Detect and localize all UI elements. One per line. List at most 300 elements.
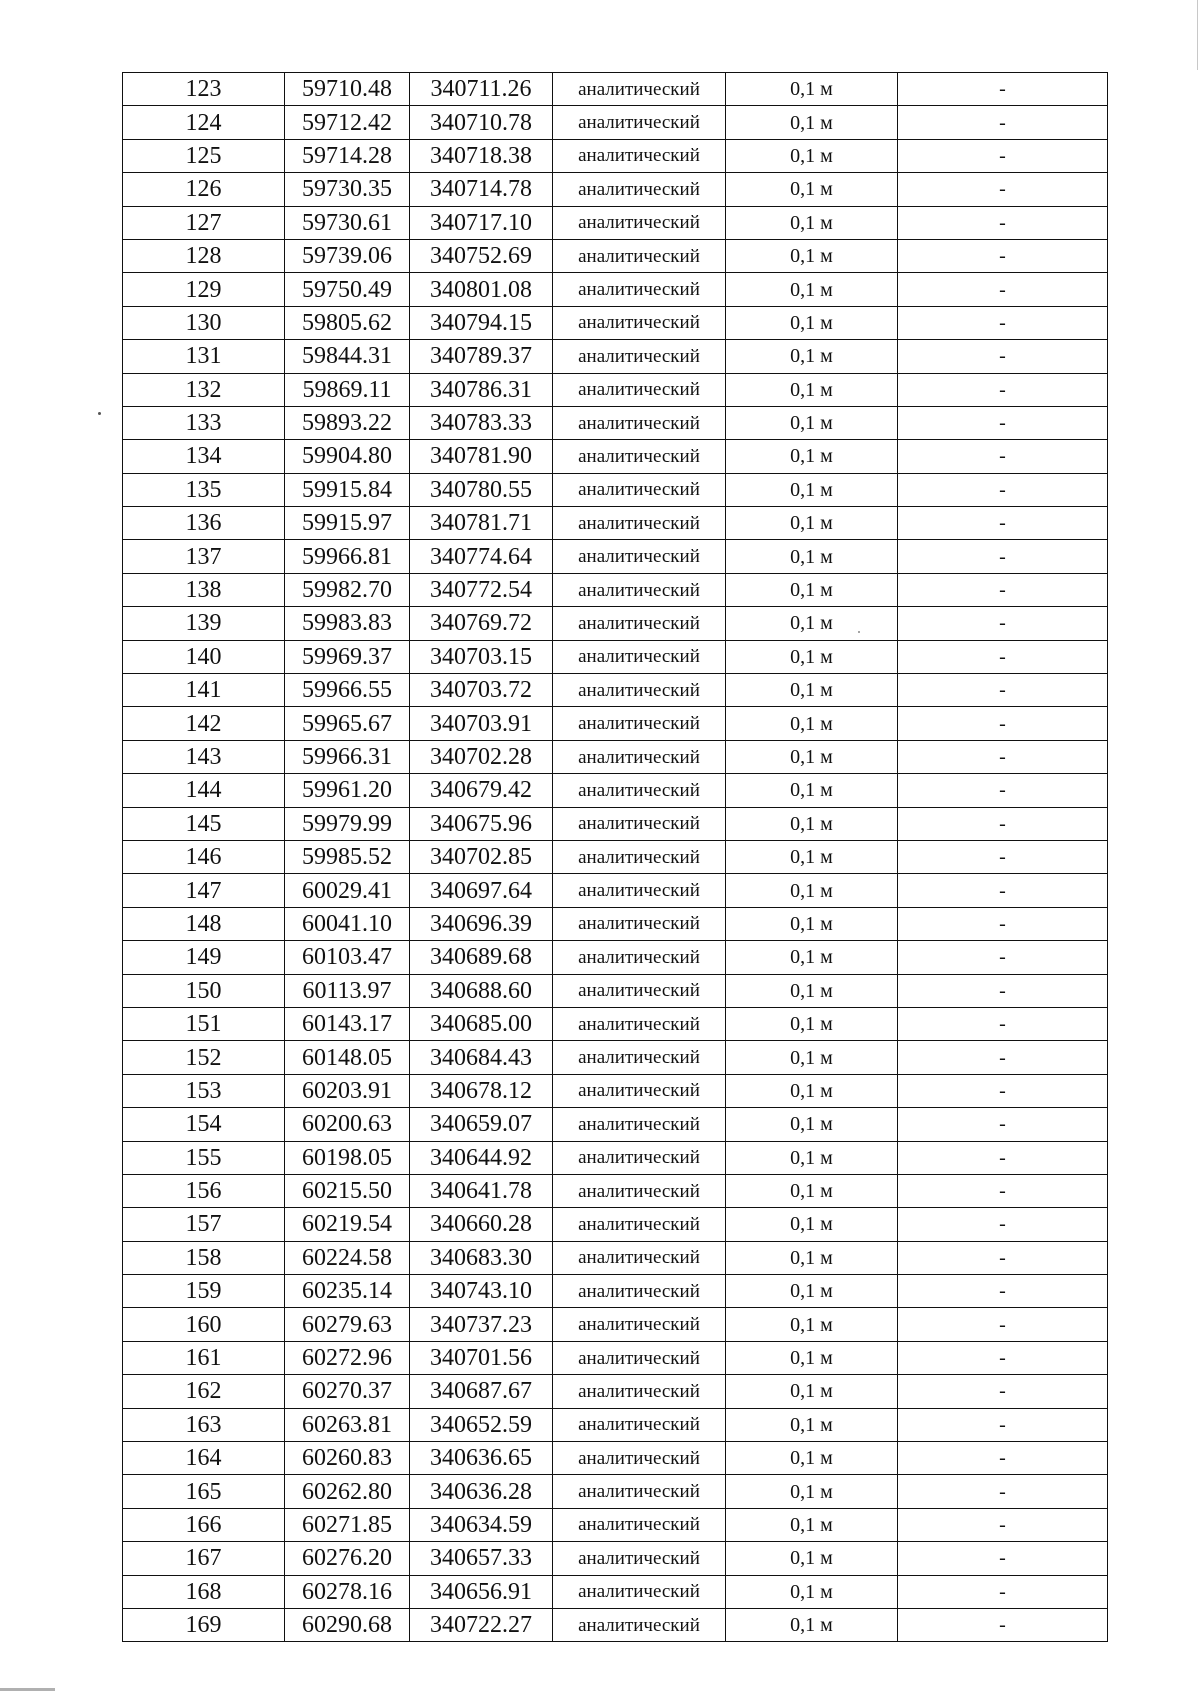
method-cell: аналитический (553, 607, 726, 640)
accuracy-cell: 0,1 м (726, 173, 898, 206)
note-cell: - (898, 573, 1108, 606)
accuracy-cell: 0,1 м (726, 1241, 898, 1274)
note-cell: - (898, 306, 1108, 339)
accuracy-cell: 0,1 м (726, 707, 898, 740)
accuracy-cell: 0,1 м (726, 573, 898, 606)
accuracy-cell: 0,1 м (726, 73, 898, 106)
point-number-cell: 154 (123, 1108, 285, 1141)
y-coordinate-cell: 340737.23 (410, 1308, 553, 1341)
table-row (123, 306, 1108, 339)
x-coordinate-cell: 59730.61 (285, 206, 410, 239)
x-coordinate-cell: 59966.81 (285, 540, 410, 573)
note-cell: - (898, 206, 1108, 239)
x-coordinate-cell: 60029.41 (285, 874, 410, 907)
table-row (123, 1275, 1108, 1308)
accuracy-cell: 0,1 м (726, 1141, 898, 1174)
accuracy-cell: 0,1 м (726, 1475, 898, 1508)
y-coordinate-cell: 340684.43 (410, 1041, 553, 1074)
table-row (123, 1208, 1108, 1241)
x-coordinate-cell: 59710.48 (285, 73, 410, 106)
method-cell: аналитический (553, 1308, 726, 1341)
point-number-cell: 159 (123, 1275, 285, 1308)
method-cell: аналитический (553, 1007, 726, 1040)
point-number-cell: 148 (123, 907, 285, 940)
y-coordinate-cell: 340660.28 (410, 1208, 553, 1241)
point-number-cell: 136 (123, 507, 285, 540)
method-cell: аналитический (553, 373, 726, 406)
method-cell: аналитический (553, 907, 726, 940)
x-coordinate-cell: 59985.52 (285, 840, 410, 873)
table-row (123, 73, 1108, 106)
point-number-cell: 152 (123, 1041, 285, 1074)
accuracy-cell: 0,1 м (726, 1408, 898, 1441)
method-cell: аналитический (553, 1108, 726, 1141)
note-cell: - (898, 1542, 1108, 1575)
point-number-cell: 129 (123, 273, 285, 306)
accuracy-cell: 0,1 м (726, 674, 898, 707)
accuracy-cell: 0,1 м (726, 340, 898, 373)
y-coordinate-cell: 340794.15 (410, 306, 553, 339)
x-coordinate-cell: 60103.47 (285, 941, 410, 974)
point-number-cell: 156 (123, 1174, 285, 1207)
method-cell: аналитический (553, 306, 726, 339)
method-cell: аналитический (553, 1442, 726, 1475)
point-number-cell: 161 (123, 1341, 285, 1374)
accuracy-cell: 0,1 м (726, 774, 898, 807)
x-coordinate-cell: 60270.37 (285, 1375, 410, 1408)
point-number-cell: 157 (123, 1208, 285, 1241)
accuracy-cell: 0,1 м (726, 106, 898, 139)
table-row (123, 540, 1108, 573)
note-cell: - (898, 1408, 1108, 1441)
accuracy-cell: 0,1 м (726, 507, 898, 540)
x-coordinate-cell: 60224.58 (285, 1241, 410, 1274)
method-cell: аналитический (553, 73, 726, 106)
x-coordinate-cell: 59893.22 (285, 406, 410, 439)
point-number-cell: 147 (123, 874, 285, 907)
x-coordinate-cell: 59714.28 (285, 139, 410, 172)
note-cell: - (898, 1508, 1108, 1541)
y-coordinate-cell: 340652.59 (410, 1408, 553, 1441)
method-cell: аналитический (553, 1275, 726, 1308)
table-row (123, 707, 1108, 740)
y-coordinate-cell: 340714.78 (410, 173, 553, 206)
accuracy-cell: 0,1 м (726, 740, 898, 773)
x-coordinate-cell: 60263.81 (285, 1408, 410, 1441)
table-row (123, 1508, 1108, 1541)
table-row (123, 473, 1108, 506)
method-cell: аналитический (553, 707, 726, 740)
x-coordinate-cell: 59869.11 (285, 373, 410, 406)
point-number-cell: 138 (123, 573, 285, 606)
accuracy-cell: 0,1 м (726, 941, 898, 974)
x-coordinate-cell: 60278.16 (285, 1575, 410, 1608)
point-number-cell: 164 (123, 1442, 285, 1475)
y-coordinate-cell: 340722.27 (410, 1608, 553, 1641)
y-coordinate-cell: 340702.28 (410, 740, 553, 773)
y-coordinate-cell: 340703.91 (410, 707, 553, 740)
accuracy-cell: 0,1 м (726, 1508, 898, 1541)
coordinates-table-body (123, 73, 1108, 1642)
x-coordinate-cell: 60041.10 (285, 907, 410, 940)
method-cell: аналитический (553, 1341, 726, 1374)
table-row (123, 1375, 1108, 1408)
y-coordinate-cell: 340752.69 (410, 239, 553, 272)
note-cell: - (898, 607, 1108, 640)
point-number-cell: 137 (123, 540, 285, 573)
table-row (123, 1475, 1108, 1508)
y-coordinate-cell: 340780.55 (410, 473, 553, 506)
note-cell: - (898, 1608, 1108, 1641)
point-number-cell: 143 (123, 740, 285, 773)
x-coordinate-cell: 60262.80 (285, 1475, 410, 1508)
note-cell: - (898, 1041, 1108, 1074)
x-coordinate-cell: 59739.06 (285, 239, 410, 272)
note-cell: - (898, 740, 1108, 773)
note-cell: - (898, 774, 1108, 807)
accuracy-cell: 0,1 м (726, 1208, 898, 1241)
x-coordinate-cell: 59982.70 (285, 573, 410, 606)
method-cell: аналитический (553, 640, 726, 673)
x-coordinate-cell: 60271.85 (285, 1508, 410, 1541)
table-row (123, 273, 1108, 306)
note-cell: - (898, 340, 1108, 373)
method-cell: аналитический (553, 840, 726, 873)
point-number-cell: 132 (123, 373, 285, 406)
x-coordinate-cell: 59969.37 (285, 640, 410, 673)
note-cell: - (898, 1007, 1108, 1040)
y-coordinate-cell: 340696.39 (410, 907, 553, 940)
note-cell: - (898, 1141, 1108, 1174)
accuracy-cell: 0,1 м (726, 1375, 898, 1408)
table-row (123, 173, 1108, 206)
accuracy-cell: 0,1 м (726, 840, 898, 873)
method-cell: аналитический (553, 1375, 726, 1408)
point-number-cell: 144 (123, 774, 285, 807)
y-coordinate-cell: 340781.71 (410, 507, 553, 540)
note-cell: - (898, 874, 1108, 907)
y-coordinate-cell: 340781.90 (410, 440, 553, 473)
y-coordinate-cell: 340772.54 (410, 573, 553, 606)
y-coordinate-cell: 340789.37 (410, 340, 553, 373)
point-number-cell: 155 (123, 1141, 285, 1174)
x-coordinate-cell: 59904.80 (285, 440, 410, 473)
y-coordinate-cell: 340688.60 (410, 974, 553, 1007)
method-cell: аналитический (553, 1575, 726, 1608)
method-cell: аналитический (553, 1508, 726, 1541)
table-row (123, 239, 1108, 272)
y-coordinate-cell: 340702.85 (410, 840, 553, 873)
scan-bottom-mark (0, 1688, 55, 1691)
method-cell: аналитический (553, 340, 726, 373)
method-cell: аналитический (553, 106, 726, 139)
table-row (123, 607, 1108, 640)
table-row (123, 1575, 1108, 1608)
x-coordinate-cell: 60272.96 (285, 1341, 410, 1374)
note-cell: - (898, 1108, 1108, 1141)
table-row (123, 139, 1108, 172)
method-cell: аналитический (553, 139, 726, 172)
method-cell: аналитический (553, 674, 726, 707)
x-coordinate-cell: 60198.05 (285, 1141, 410, 1174)
method-cell: аналитический (553, 740, 726, 773)
method-cell: аналитический (553, 1408, 726, 1441)
point-number-cell: 135 (123, 473, 285, 506)
note-cell: - (898, 1275, 1108, 1308)
note-cell: - (898, 1208, 1108, 1241)
point-number-cell: 139 (123, 607, 285, 640)
x-coordinate-cell: 60148.05 (285, 1041, 410, 1074)
note-cell: - (898, 1375, 1108, 1408)
y-coordinate-cell: 340644.92 (410, 1141, 553, 1174)
point-number-cell: 169 (123, 1608, 285, 1641)
accuracy-cell: 0,1 м (726, 239, 898, 272)
note-cell: - (898, 239, 1108, 272)
point-number-cell: 151 (123, 1007, 285, 1040)
accuracy-cell: 0,1 м (726, 273, 898, 306)
x-coordinate-cell: 60219.54 (285, 1208, 410, 1241)
method-cell: аналитический (553, 406, 726, 439)
point-number-cell: 142 (123, 707, 285, 740)
y-coordinate-cell: 340659.07 (410, 1108, 553, 1141)
y-coordinate-cell: 340710.78 (410, 106, 553, 139)
point-number-cell: 124 (123, 106, 285, 139)
y-coordinate-cell: 340783.33 (410, 406, 553, 439)
x-coordinate-cell: 60276.20 (285, 1542, 410, 1575)
note-cell: - (898, 1241, 1108, 1274)
method-cell: аналитический (553, 507, 726, 540)
y-coordinate-cell: 340774.64 (410, 540, 553, 573)
method-cell: аналитический (553, 273, 726, 306)
method-cell: аналитический (553, 573, 726, 606)
point-number-cell: 134 (123, 440, 285, 473)
note-cell: - (898, 406, 1108, 439)
y-coordinate-cell: 340697.64 (410, 874, 553, 907)
point-number-cell: 131 (123, 340, 285, 373)
note-cell: - (898, 840, 1108, 873)
method-cell: аналитический (553, 807, 726, 840)
method-cell: аналитический (553, 540, 726, 573)
table-row (123, 740, 1108, 773)
accuracy-cell: 0,1 м (726, 206, 898, 239)
table-row (123, 1074, 1108, 1107)
x-coordinate-cell: 59844.31 (285, 340, 410, 373)
y-coordinate-cell: 340703.15 (410, 640, 553, 673)
accuracy-cell: 0,1 м (726, 1308, 898, 1341)
accuracy-cell: 0,1 м (726, 1542, 898, 1575)
method-cell: аналитический (553, 1542, 726, 1575)
y-coordinate-cell: 340711.26 (410, 73, 553, 106)
point-number-cell: 163 (123, 1408, 285, 1441)
table-row (123, 1041, 1108, 1074)
x-coordinate-cell: 59983.83 (285, 607, 410, 640)
accuracy-cell: 0,1 м (726, 807, 898, 840)
method-cell: аналитический (553, 1174, 726, 1207)
point-number-cell: 149 (123, 941, 285, 974)
y-coordinate-cell: 340743.10 (410, 1275, 553, 1308)
table-row (123, 774, 1108, 807)
point-number-cell: 140 (123, 640, 285, 673)
x-coordinate-cell: 60260.83 (285, 1442, 410, 1475)
method-cell: аналитический (553, 941, 726, 974)
accuracy-cell: 0,1 м (726, 1575, 898, 1608)
point-number-cell: 150 (123, 974, 285, 1007)
point-number-cell: 126 (123, 173, 285, 206)
point-number-cell: 160 (123, 1308, 285, 1341)
method-cell: аналитический (553, 206, 726, 239)
table-row (123, 406, 1108, 439)
note-cell: - (898, 1475, 1108, 1508)
method-cell: аналитический (553, 974, 726, 1007)
accuracy-cell: 0,1 м (726, 440, 898, 473)
y-coordinate-cell: 340801.08 (410, 273, 553, 306)
accuracy-cell: 0,1 м (726, 1275, 898, 1308)
x-coordinate-cell: 60235.14 (285, 1275, 410, 1308)
y-coordinate-cell: 340678.12 (410, 1074, 553, 1107)
method-cell: аналитический (553, 1041, 726, 1074)
table-row (123, 1408, 1108, 1441)
note-cell: - (898, 1341, 1108, 1374)
y-coordinate-cell: 340636.28 (410, 1475, 553, 1508)
method-cell: аналитический (553, 173, 726, 206)
scan-speck (98, 412, 101, 415)
note-cell: - (898, 1308, 1108, 1341)
y-coordinate-cell: 340687.67 (410, 1375, 553, 1408)
note-cell: - (898, 507, 1108, 540)
note-cell: - (898, 707, 1108, 740)
method-cell: аналитический (553, 1475, 726, 1508)
x-coordinate-cell: 59966.31 (285, 740, 410, 773)
method-cell: аналитический (553, 1208, 726, 1241)
x-coordinate-cell: 59979.99 (285, 807, 410, 840)
note-cell: - (898, 73, 1108, 106)
y-coordinate-cell: 340656.91 (410, 1575, 553, 1608)
accuracy-cell: 0,1 м (726, 1442, 898, 1475)
table-row (123, 1241, 1108, 1274)
table-row (123, 1542, 1108, 1575)
table-row (123, 573, 1108, 606)
point-number-cell: 123 (123, 73, 285, 106)
point-number-cell: 145 (123, 807, 285, 840)
table-row (123, 1141, 1108, 1174)
note-cell: - (898, 1442, 1108, 1475)
note-cell: - (898, 907, 1108, 940)
x-coordinate-cell: 59915.84 (285, 473, 410, 506)
y-coordinate-cell: 340701.56 (410, 1341, 553, 1374)
point-number-cell: 125 (123, 139, 285, 172)
accuracy-cell: 0,1 м (726, 874, 898, 907)
table-row (123, 1608, 1108, 1641)
x-coordinate-cell: 60200.63 (285, 1108, 410, 1141)
note-cell: - (898, 440, 1108, 473)
table-row (123, 1007, 1108, 1040)
x-coordinate-cell: 60113.97 (285, 974, 410, 1007)
note-cell: - (898, 173, 1108, 206)
note-cell: - (898, 473, 1108, 506)
table-row (123, 440, 1108, 473)
point-number-cell: 133 (123, 406, 285, 439)
y-coordinate-cell: 340683.30 (410, 1241, 553, 1274)
x-coordinate-cell: 59730.35 (285, 173, 410, 206)
y-coordinate-cell: 340657.33 (410, 1542, 553, 1575)
note-cell: - (898, 106, 1108, 139)
table-row (123, 1308, 1108, 1341)
y-coordinate-cell: 340769.72 (410, 607, 553, 640)
accuracy-cell: 0,1 м (726, 607, 898, 640)
accuracy-cell: 0,1 м (726, 640, 898, 673)
x-coordinate-cell: 60279.63 (285, 1308, 410, 1341)
x-coordinate-cell: 60203.91 (285, 1074, 410, 1107)
point-number-cell: 165 (123, 1475, 285, 1508)
method-cell: аналитический (553, 1241, 726, 1274)
method-cell: аналитический (553, 440, 726, 473)
method-cell: аналитический (553, 874, 726, 907)
accuracy-cell: 0,1 м (726, 1341, 898, 1374)
note-cell: - (898, 273, 1108, 306)
table-row (123, 1108, 1108, 1141)
y-coordinate-cell: 340636.65 (410, 1442, 553, 1475)
method-cell: аналитический (553, 239, 726, 272)
table-row (123, 1341, 1108, 1374)
accuracy-cell: 0,1 м (726, 1007, 898, 1040)
table-row (123, 206, 1108, 239)
x-coordinate-cell: 59965.67 (285, 707, 410, 740)
point-number-cell: 146 (123, 840, 285, 873)
coordinates-table (122, 72, 1108, 1642)
table-row (123, 807, 1108, 840)
accuracy-cell: 0,1 м (726, 139, 898, 172)
table-row (123, 373, 1108, 406)
note-cell: - (898, 1074, 1108, 1107)
accuracy-cell: 0,1 м (726, 406, 898, 439)
point-number-cell: 168 (123, 1575, 285, 1608)
method-cell: аналитический (553, 774, 726, 807)
note-cell: - (898, 1575, 1108, 1608)
note-cell: - (898, 540, 1108, 573)
accuracy-cell: 0,1 м (726, 1041, 898, 1074)
y-coordinate-cell: 340718.38 (410, 139, 553, 172)
table-row (123, 674, 1108, 707)
x-coordinate-cell: 59915.97 (285, 507, 410, 540)
x-coordinate-cell: 59966.55 (285, 674, 410, 707)
y-coordinate-cell: 340703.72 (410, 674, 553, 707)
note-cell: - (898, 941, 1108, 974)
note-cell: - (898, 674, 1108, 707)
table-row (123, 974, 1108, 1007)
x-coordinate-cell: 59961.20 (285, 774, 410, 807)
accuracy-cell: 0,1 м (726, 306, 898, 339)
method-cell: аналитический (553, 1074, 726, 1107)
accuracy-cell: 0,1 м (726, 1608, 898, 1641)
y-coordinate-cell: 340786.31 (410, 373, 553, 406)
point-number-cell: 141 (123, 674, 285, 707)
point-number-cell: 127 (123, 206, 285, 239)
table-row (123, 1174, 1108, 1207)
note-cell: - (898, 139, 1108, 172)
accuracy-cell: 0,1 м (726, 1108, 898, 1141)
point-number-cell: 166 (123, 1508, 285, 1541)
point-number-cell: 128 (123, 239, 285, 272)
note-cell: - (898, 1174, 1108, 1207)
point-number-cell: 158 (123, 1241, 285, 1274)
table-row (123, 640, 1108, 673)
x-coordinate-cell: 59750.49 (285, 273, 410, 306)
table-row (123, 941, 1108, 974)
point-number-cell: 167 (123, 1542, 285, 1575)
method-cell: аналитический (553, 1141, 726, 1174)
x-coordinate-cell: 60215.50 (285, 1174, 410, 1207)
point-number-cell: 162 (123, 1375, 285, 1408)
